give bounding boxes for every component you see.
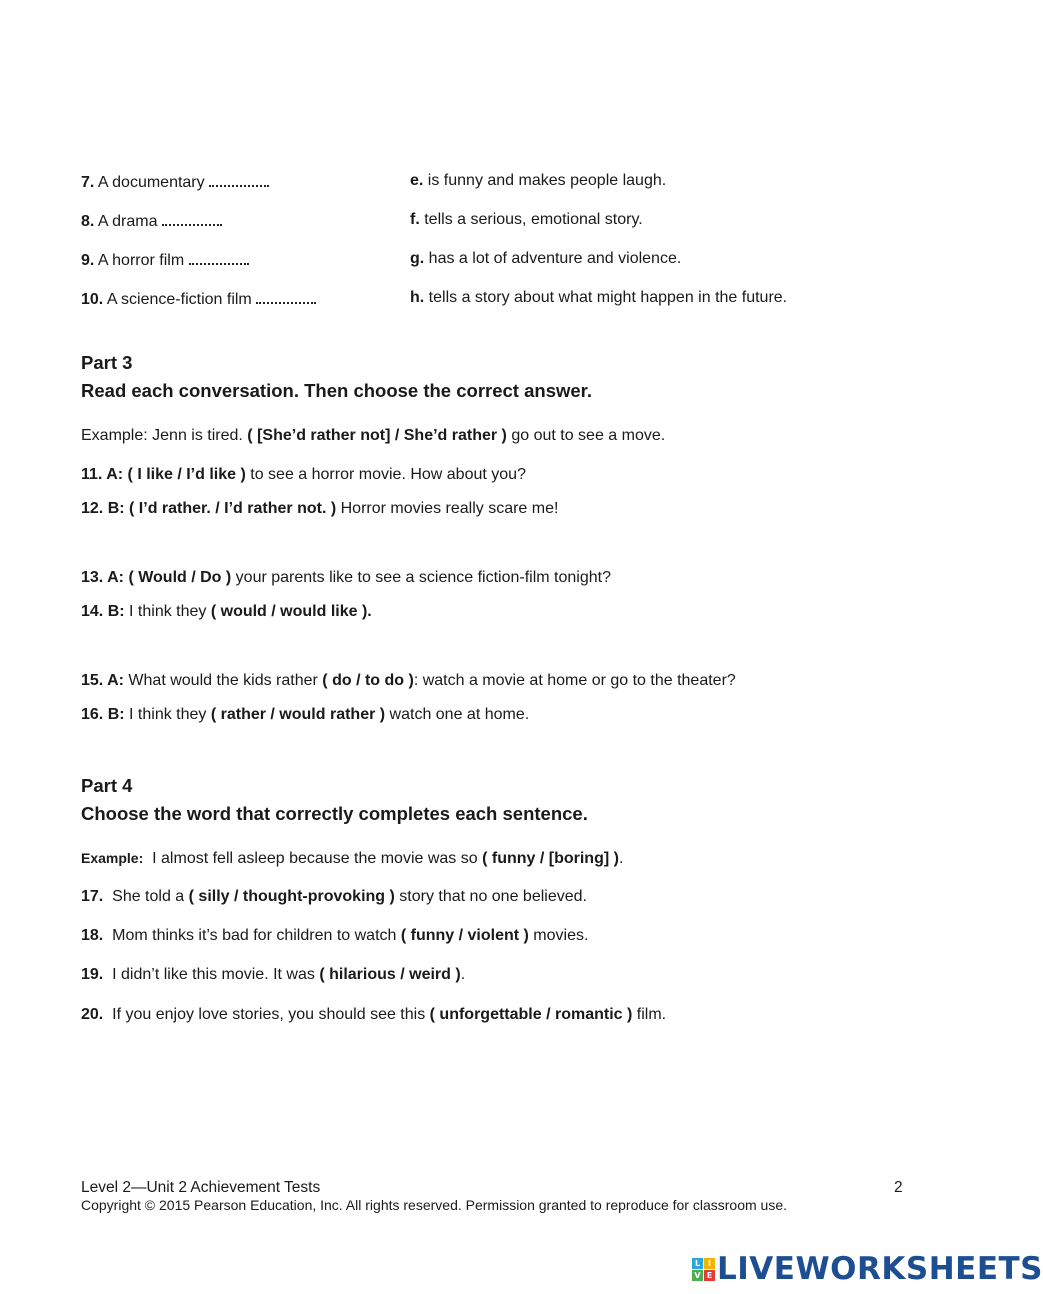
question-20 bbox=[81, 1005, 666, 1025]
logo-square: I bbox=[704, 1258, 715, 1269]
footer-title: Level 2—Unit 2 Achievement Tests bbox=[81, 1179, 321, 1196]
item-text: A horror film bbox=[97, 252, 185, 269]
match-option-g bbox=[410, 249, 681, 269]
item-text: A documentary bbox=[97, 174, 205, 191]
question-pre: Mom thinks it’s bad for children to watch bbox=[103, 927, 401, 944]
question-post: : watch a movie at home or go to the theater? bbox=[413, 672, 736, 689]
logo-text: LIVEWORKSHEETS bbox=[717, 1251, 1043, 1287]
example-label: Example: bbox=[81, 850, 144, 866]
match-option-f bbox=[410, 210, 643, 230]
example-pre: I almost fell asleep because the movie was so bbox=[143, 850, 483, 867]
question-number: 19. bbox=[81, 966, 104, 983]
logo-square: V bbox=[692, 1270, 703, 1281]
example-post: go out to see a move. bbox=[506, 427, 666, 444]
item-text: A science-fiction film bbox=[106, 291, 252, 308]
question-18 bbox=[81, 926, 588, 946]
answer-blank[interactable] bbox=[189, 249, 249, 265]
question-pre: I didn’t like this movie. It was bbox=[103, 966, 320, 983]
part4-heading: Part 4 bbox=[81, 775, 133, 796]
question-12 bbox=[81, 499, 558, 519]
answer-choice[interactable]: ( unforgettable / romantic ) bbox=[429, 1006, 633, 1023]
option-text: tells a story about what might happen in the future. bbox=[428, 289, 788, 306]
item-number: 8. bbox=[81, 213, 95, 230]
match-option-e bbox=[410, 171, 666, 191]
example-pre: Example: Jenn is tired. bbox=[81, 427, 248, 444]
copyright: Copyright © 2015 Pearson Education, Inc. All rights reserved. Permission granted to reproduce for classroom use. bbox=[81, 1197, 788, 1213]
answer-blank[interactable] bbox=[209, 171, 269, 187]
example-choice: ( [She’d rather not] / She’d rather ) bbox=[247, 427, 507, 444]
liveworksheets-logo bbox=[692, 1251, 1043, 1287]
part3-example bbox=[81, 426, 665, 446]
question-17 bbox=[81, 887, 587, 907]
answer-blank[interactable] bbox=[162, 210, 222, 226]
page-number: 2 bbox=[894, 1179, 903, 1196]
item-number: 7. bbox=[81, 174, 95, 191]
part4-example bbox=[81, 848, 623, 869]
question-post: Horror movies really scare me! bbox=[336, 500, 559, 517]
item-text: A drama bbox=[97, 213, 158, 230]
question-post: movies. bbox=[528, 927, 589, 944]
logo-square: E bbox=[704, 1270, 715, 1281]
match-item-9 bbox=[81, 249, 249, 271]
question-post: . bbox=[460, 966, 466, 983]
answer-choice[interactable]: ( Would / Do ) bbox=[128, 569, 232, 586]
option-letter: f. bbox=[410, 211, 420, 228]
logo-square: L bbox=[692, 1258, 703, 1269]
question-pre: I think they bbox=[124, 706, 211, 723]
question-pre: She told a bbox=[103, 888, 189, 905]
question-post: watch one at home. bbox=[385, 706, 530, 723]
answer-blank[interactable] bbox=[256, 288, 316, 304]
answer-choice[interactable]: ( funny / violent ) bbox=[400, 927, 529, 944]
option-text: is funny and makes people laugh. bbox=[427, 172, 667, 189]
part4-instruction: Choose the word that correctly completes each sentence. bbox=[81, 803, 588, 824]
answer-choice[interactable]: ( I’d rather. / I’d rather not. ) bbox=[129, 500, 337, 517]
example-choice: ( funny / [boring] ) bbox=[482, 850, 619, 867]
match-item-8 bbox=[81, 210, 222, 232]
question-11 bbox=[81, 465, 526, 485]
question-post: your parents like to see a science fiction-film tonight? bbox=[231, 569, 611, 586]
question-post: story that no one believed. bbox=[394, 888, 587, 905]
question-pre: What would the kids rather bbox=[123, 672, 323, 689]
answer-choice[interactable]: ( hilarious / weird ) bbox=[319, 966, 461, 983]
answer-choice[interactable]: ( rather / would rather ) bbox=[210, 706, 386, 723]
answer-choice[interactable]: ( I like / I’d like ) bbox=[127, 466, 246, 483]
question-label: 15. A: bbox=[81, 672, 124, 689]
question-label: 12. B: bbox=[81, 500, 125, 517]
question-number: 18. bbox=[81, 927, 104, 944]
example-post: . bbox=[618, 850, 624, 867]
part3-instruction: Read each conversation. Then choose the correct answer. bbox=[81, 380, 592, 401]
option-text: has a lot of adventure and violence. bbox=[428, 250, 682, 267]
option-letter: h. bbox=[410, 289, 425, 306]
answer-choice[interactable]: ( would / would like ). bbox=[210, 603, 372, 620]
part3-heading: Part 3 bbox=[81, 352, 133, 373]
question-label: 16. B: bbox=[81, 706, 125, 723]
match-item-7 bbox=[81, 171, 269, 193]
answer-choice[interactable]: ( do / to do ) bbox=[322, 672, 414, 689]
question-post: to see a horror movie. How about you? bbox=[245, 466, 526, 483]
question-pre: If you enjoy love stories, you should see this bbox=[103, 1006, 430, 1023]
question-number: 17. bbox=[81, 888, 104, 905]
question-label: 14. B: bbox=[81, 603, 125, 620]
item-number: 9. bbox=[81, 252, 95, 269]
match-item-10 bbox=[81, 288, 316, 310]
question-16 bbox=[81, 705, 529, 725]
question-14 bbox=[81, 602, 372, 622]
option-letter: g. bbox=[410, 250, 425, 267]
question-post: film. bbox=[632, 1006, 667, 1023]
question-label: 13. A: bbox=[81, 569, 124, 586]
question-19 bbox=[81, 965, 465, 985]
question-15 bbox=[81, 671, 736, 691]
option-text: tells a serious, emotional story. bbox=[424, 211, 643, 228]
logo-squares-icon bbox=[692, 1258, 715, 1281]
question-label: 11. A: bbox=[81, 466, 124, 483]
question-number: 20. bbox=[81, 1006, 104, 1023]
question-13 bbox=[81, 568, 611, 588]
option-letter: e. bbox=[410, 172, 424, 189]
answer-choice[interactable]: ( silly / thought-provoking ) bbox=[188, 888, 395, 905]
match-option-h bbox=[410, 288, 787, 308]
question-pre: I think they bbox=[124, 603, 211, 620]
item-number: 10. bbox=[81, 291, 104, 308]
